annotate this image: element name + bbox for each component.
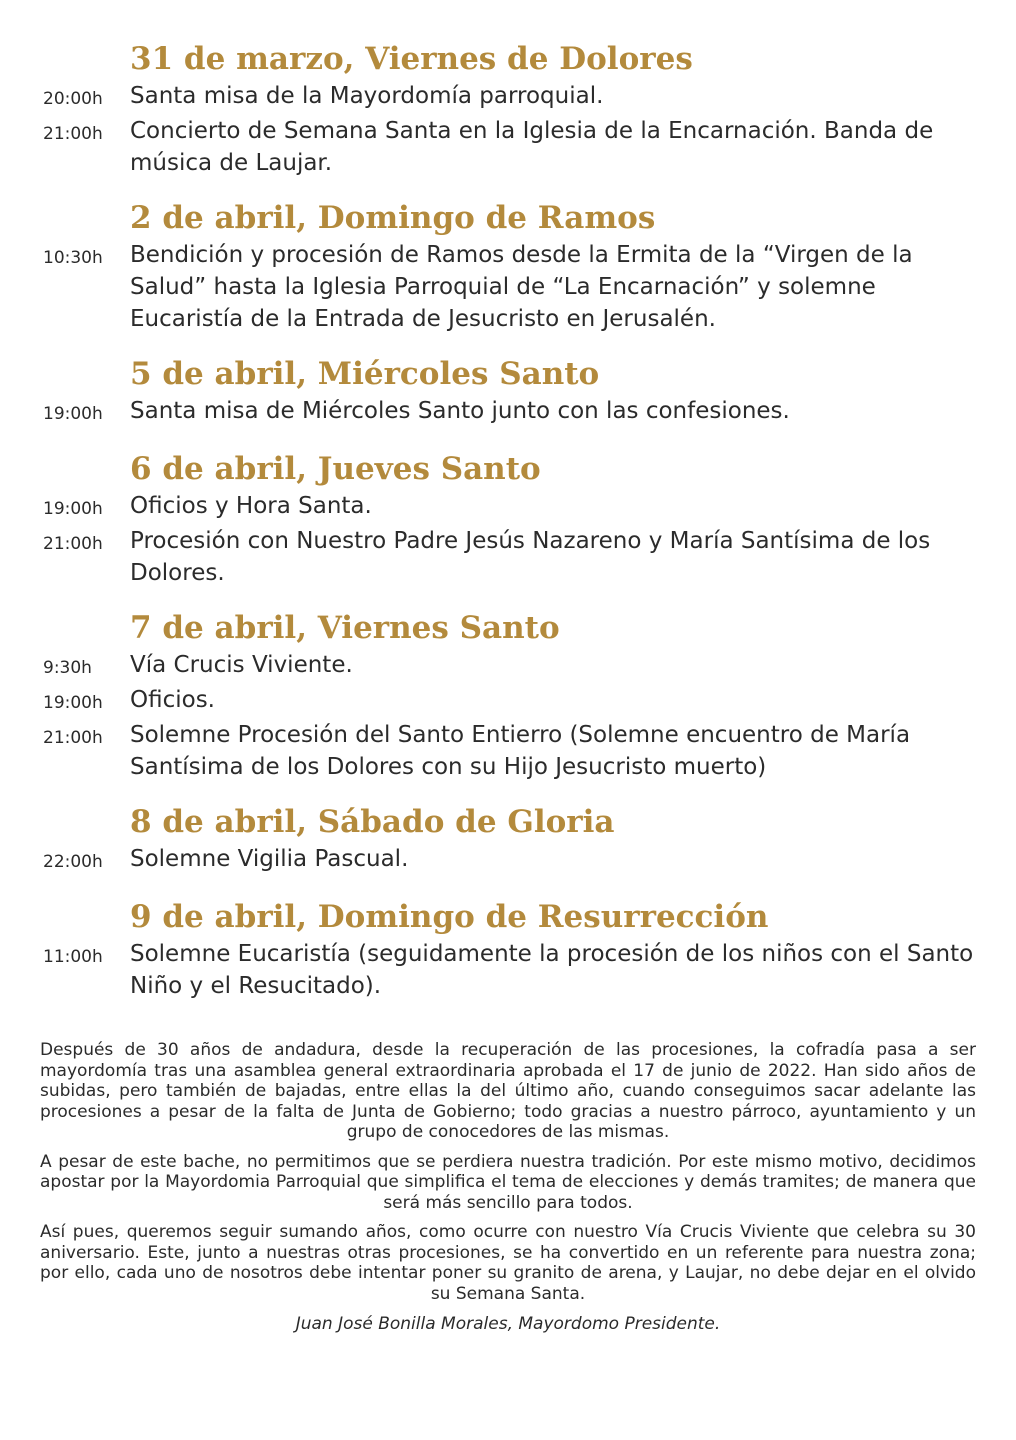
day-title: 6 de abril, Jueves Santo	[130, 451, 541, 487]
day-title: 9 de abril, Domingo de Resurrección	[130, 899, 769, 935]
event-time: 21:00h	[43, 124, 103, 144]
event-row	[0, 239, 1016, 335]
event-time: 19:00h	[43, 693, 103, 713]
event-description: Santa misa de la Mayordomía parroquial.	[130, 83, 604, 109]
event-time: 10:30h	[43, 248, 103, 268]
event-time: 21:00h	[43, 728, 103, 748]
day-title: 31 de marzo, Viernes de Dolores	[130, 41, 693, 77]
event-description: Bendición y procesión de Ramos desde la Ermita de la “Virgen de la Salud” hasta la Iglesia Parroquial de “La Encarnación” y solemne Eucaristía de la Entrada de Jesucristo en Jerusalén.	[130, 242, 913, 332]
event-row	[0, 719, 1016, 783]
event-time: 9:30h	[43, 658, 92, 678]
day-block	[0, 355, 1016, 430]
event-time: 20:00h	[43, 89, 103, 109]
event-time: 19:00h	[43, 404, 103, 424]
closing-paragraph: Después de 30 años de andadura, desde la recuperación de las procesiones, la cofradía pasa a ser mayordomía tras una asamblea general extraordinaria aprobada el 17 de junio de 2022. Han sido años de subidas, pero también de bajadas, entre ellas la del último año, cuando conseguimos sacar adelante las procesiones a pesar de la falta de Junta de Gobierno; todo gracias a nuestro párroco, ayuntamiento y un grupo de conocedores de las mismas.	[40, 1040, 976, 1142]
closing-paragraph: Así pues, queremos seguir sumando años, como ocurre con nuestro Vía Crucis Viviente que celebra su 30 aniversario. Este, junto a nuestras otras procesiones, se ha convertido en un referente para nuestra zona; por ello, cada uno de nosotros debe intentar poner su granito de arena, y Laujar, no debe dejar en el olvido su Semana Santa.	[40, 1222, 976, 1304]
day-title: 2 de abril, Domingo de Ramos	[130, 200, 656, 236]
event-description: Vía Crucis Viviente.	[130, 652, 353, 678]
signature: Juan José Bonilla Morales, Mayordomo Presidente.	[295, 1314, 721, 1334]
event-row	[0, 938, 1016, 1002]
closing-text	[40, 1040, 976, 1335]
event-time: 22:00h	[43, 852, 103, 872]
event-description: Procesión con Nuestro Padre Jesús Nazareno y María Santísima de los Dolores.	[130, 528, 931, 586]
event-description: Solemne Vigilia Pascual.	[130, 846, 409, 872]
day-block	[0, 898, 1016, 1002]
event-row	[0, 80, 1016, 115]
event-row	[0, 843, 1016, 878]
event-time: 11:00h	[43, 947, 103, 967]
event-row	[0, 115, 1016, 179]
day-block	[0, 40, 1016, 179]
day-block	[0, 199, 1016, 335]
event-description: Oficios.	[130, 687, 215, 713]
event-description: Santa misa de Miércoles Santo junto con las confesiones.	[130, 398, 790, 424]
day-block	[0, 803, 1016, 878]
event-row	[0, 490, 1016, 525]
day-title: 5 de abril, Miércoles Santo	[130, 356, 600, 392]
event-time: 21:00h	[43, 534, 103, 554]
event-description: Oficios y Hora Santa.	[130, 493, 372, 519]
event-row	[0, 395, 1016, 430]
event-description: Solemne Procesión del Santo Entierro (Solemne encuentro de María Santísima de los Dolores con su Hijo Jesucristo muerto)	[130, 722, 911, 780]
day-title: 8 de abril, Sábado de Gloria	[130, 804, 615, 840]
day-title: 7 de abril, Viernes Santo	[130, 610, 560, 646]
day-block	[0, 609, 1016, 783]
closing-paragraph: A pesar de este bache, no permitimos que se perdiera nuestra tradición. Por este mismo motivo, decidimos apostar por la Mayordomia Parroquial que simplifica el tema de elecciones y demás tramites; de manera que será más sencillo para todos.	[40, 1151, 976, 1213]
event-row	[0, 525, 1016, 589]
event-row	[0, 649, 1016, 684]
event-description: Solemne Eucaristía (seguidamente la procesión de los niños con el Santo Niño y el Resucitado).	[130, 941, 974, 999]
day-block	[0, 450, 1016, 589]
event-row	[0, 684, 1016, 719]
event-description: Concierto de Semana Santa en la Iglesia de la Encarnación. Banda de música de Laujar.	[130, 118, 934, 176]
schedule	[0, 40, 1016, 1022]
event-time: 19:00h	[43, 499, 103, 519]
